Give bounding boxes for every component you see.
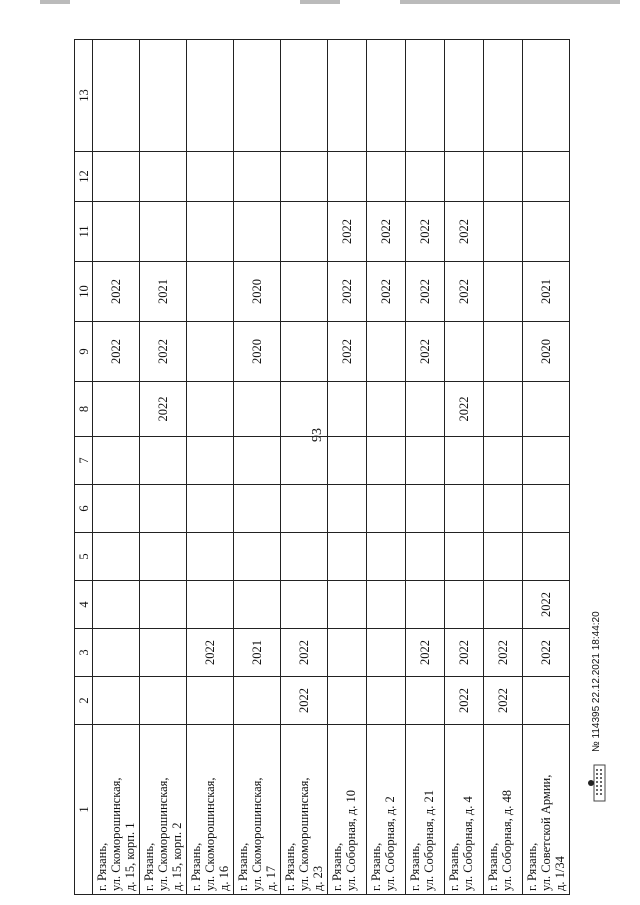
year-cell: 2022 (445, 677, 484, 725)
year-cell: 2022 (367, 262, 406, 322)
column-header: 6 (75, 485, 93, 533)
year-cell: 2021 (234, 629, 281, 677)
table-row (523, 40, 570, 895)
header-row (75, 40, 93, 895)
year-cell (328, 40, 367, 152)
year-cell: 2022 (281, 677, 328, 725)
year-cell (445, 533, 484, 581)
year-cell (281, 40, 328, 152)
year-cell (187, 262, 234, 322)
year-cell (234, 382, 281, 437)
table-row (281, 40, 328, 895)
year-cell (445, 485, 484, 533)
year-cell (445, 152, 484, 202)
year-cell (187, 533, 234, 581)
table-row (140, 40, 187, 895)
column-header: 9 (75, 322, 93, 382)
year-cell (140, 581, 187, 629)
year-cell (328, 152, 367, 202)
page-number: 93 (310, 428, 325, 442)
year-cell (328, 677, 367, 725)
year-cell (328, 629, 367, 677)
year-cell (140, 437, 187, 485)
year-cell (234, 40, 281, 152)
doc-stamp-text: № 114395 22.12.2021 18:44:20 (591, 611, 602, 752)
year-cell (281, 262, 328, 322)
year-cell (445, 322, 484, 382)
year-cell: 2021 (140, 262, 187, 322)
year-cell (281, 322, 328, 382)
year-cell: 2022 (328, 202, 367, 262)
year-cell (187, 322, 234, 382)
year-cell (484, 262, 523, 322)
year-cell (445, 40, 484, 152)
year-cell (406, 533, 445, 581)
year-cell (93, 152, 140, 202)
year-cell (328, 382, 367, 437)
year-cell (523, 40, 570, 152)
table-row (93, 40, 140, 895)
year-cell (140, 485, 187, 533)
year-cell (484, 485, 523, 533)
year-cell (484, 533, 523, 581)
table-row (234, 40, 281, 895)
year-cell (367, 322, 406, 382)
year-cell: 2022 (328, 322, 367, 382)
year-cell (140, 533, 187, 581)
year-cell (367, 382, 406, 437)
column-header: 8 (75, 382, 93, 437)
year-cell (234, 437, 281, 485)
year-cell: 2022 (406, 202, 445, 262)
year-cell (234, 202, 281, 262)
year-cell (93, 677, 140, 725)
year-cell: 2022 (93, 262, 140, 322)
year-cell (281, 202, 328, 262)
year-cell (187, 152, 234, 202)
year-cell (328, 581, 367, 629)
year-cell (234, 581, 281, 629)
year-cell (367, 437, 406, 485)
address-cell: г. Рязань, ул. Советской Армии, д. 1/34 (523, 725, 570, 895)
year-cell (140, 202, 187, 262)
year-cell: 2022 (523, 629, 570, 677)
year-cell (140, 40, 187, 152)
year-cell: 2022 (445, 262, 484, 322)
table-row (328, 40, 367, 895)
year-cell (281, 533, 328, 581)
year-cell (281, 581, 328, 629)
rotated-table-container (74, 40, 567, 895)
year-cell: 2022 (367, 202, 406, 262)
year-cell (406, 40, 445, 152)
year-cell: 2022 (445, 629, 484, 677)
column-header: 5 (75, 533, 93, 581)
year-cell: 2022 (140, 322, 187, 382)
year-cell (187, 40, 234, 152)
year-cell: 2022 (328, 262, 367, 322)
year-cell: 2022 (406, 322, 445, 382)
year-cell (234, 152, 281, 202)
scan-artifact (40, 0, 70, 4)
column-header: 1 (75, 725, 93, 895)
year-cell (484, 382, 523, 437)
year-cell (93, 581, 140, 629)
year-cell (140, 629, 187, 677)
year-cell (445, 581, 484, 629)
table-row (484, 40, 523, 895)
address-cell: г. Рязань, ул. Соборная, д. 2 (367, 725, 406, 895)
year-cell: 2020 (234, 262, 281, 322)
year-cell (367, 581, 406, 629)
address-cell: г. Рязань, ул. Соборная, д. 48 (484, 725, 523, 895)
address-cell: г. Рязань, ул. Скоморошинская, д. 23 (281, 725, 328, 895)
year-cell (93, 533, 140, 581)
year-cell (484, 581, 523, 629)
year-cell: 2022 (484, 677, 523, 725)
table-row (367, 40, 406, 895)
year-cell (328, 533, 367, 581)
year-cell (406, 382, 445, 437)
year-cell (406, 437, 445, 485)
year-cell (367, 629, 406, 677)
year-cell (523, 485, 570, 533)
year-cell (281, 382, 328, 437)
year-cell: 2022 (445, 382, 484, 437)
address-cell: г. Рязань, ул. Скоморошинская, д. 15, корп. 1 (93, 725, 140, 895)
year-cell: 2022 (140, 382, 187, 437)
year-cell (484, 40, 523, 152)
year-cell (93, 485, 140, 533)
year-cell (187, 382, 234, 437)
year-cell: 2022 (281, 629, 328, 677)
column-header: 2 (75, 677, 93, 725)
year-cell (93, 40, 140, 152)
year-cell (187, 581, 234, 629)
year-cell: 2022 (187, 629, 234, 677)
year-cell (406, 485, 445, 533)
year-cell (523, 677, 570, 725)
column-header: 12 (75, 152, 93, 202)
column-header: 13 (75, 40, 93, 152)
data-table (74, 39, 570, 895)
year-cell (484, 322, 523, 382)
address-cell: г. Рязань, ул. Соборная, д. 10 (328, 725, 367, 895)
year-cell: 2022 (406, 629, 445, 677)
column-header: 11 (75, 202, 93, 262)
year-cell: 2022 (445, 202, 484, 262)
year-cell (93, 437, 140, 485)
year-cell (187, 202, 234, 262)
year-cell: 2020 (523, 322, 570, 382)
year-cell: 2022 (406, 262, 445, 322)
scan-artifact (400, 0, 620, 4)
year-cell (523, 437, 570, 485)
year-cell: 2022 (523, 581, 570, 629)
year-cell (328, 437, 367, 485)
year-cell (406, 677, 445, 725)
year-cell (281, 437, 328, 485)
year-cell (367, 485, 406, 533)
year-cell (484, 152, 523, 202)
year-cell (367, 677, 406, 725)
scan-artifact (300, 0, 340, 4)
year-cell (234, 533, 281, 581)
table-row (445, 40, 484, 895)
year-cell (484, 437, 523, 485)
address-cell: г. Рязань, ул. Скоморошинская, д. 16 (187, 725, 234, 895)
year-cell (367, 40, 406, 152)
year-cell: 2022 (484, 629, 523, 677)
year-cell (187, 677, 234, 725)
year-cell (93, 382, 140, 437)
year-cell (523, 382, 570, 437)
year-cell (367, 152, 406, 202)
year-cell (187, 437, 234, 485)
column-header: 3 (75, 629, 93, 677)
year-cell (406, 581, 445, 629)
year-cell (281, 152, 328, 202)
year-cell (523, 533, 570, 581)
year-cell (93, 202, 140, 262)
year-cell (445, 437, 484, 485)
address-cell: г. Рязань, ул. Скоморошинская, д. 15, корп. 2 (140, 725, 187, 895)
column-header: 4 (75, 581, 93, 629)
year-cell: 2021 (523, 262, 570, 322)
year-cell (523, 202, 570, 262)
year-cell (484, 202, 523, 262)
year-cell (187, 485, 234, 533)
year-cell (140, 152, 187, 202)
column-header: 10 (75, 262, 93, 322)
footer-stamp (586, 592, 608, 752)
table-row (406, 40, 445, 895)
year-cell: 2022 (93, 322, 140, 382)
year-cell (93, 629, 140, 677)
year-cell (406, 152, 445, 202)
column-header: 7 (75, 437, 93, 485)
year-cell (523, 152, 570, 202)
year-cell (281, 485, 328, 533)
year-cell (328, 485, 367, 533)
address-cell: г. Рязань, ул. Соборная, д. 4 (445, 725, 484, 895)
logo-icon (588, 763, 606, 803)
year-cell (367, 533, 406, 581)
year-cell: 2020 (234, 322, 281, 382)
year-cell (234, 677, 281, 725)
year-cell (234, 485, 281, 533)
table-row (187, 40, 234, 895)
year-cell (140, 677, 187, 725)
address-cell: г. Рязань, ул. Соборная, д. 21 (406, 725, 445, 895)
address-cell: г. Рязань, ул. Скоморошинская, д. 17 (234, 725, 281, 895)
